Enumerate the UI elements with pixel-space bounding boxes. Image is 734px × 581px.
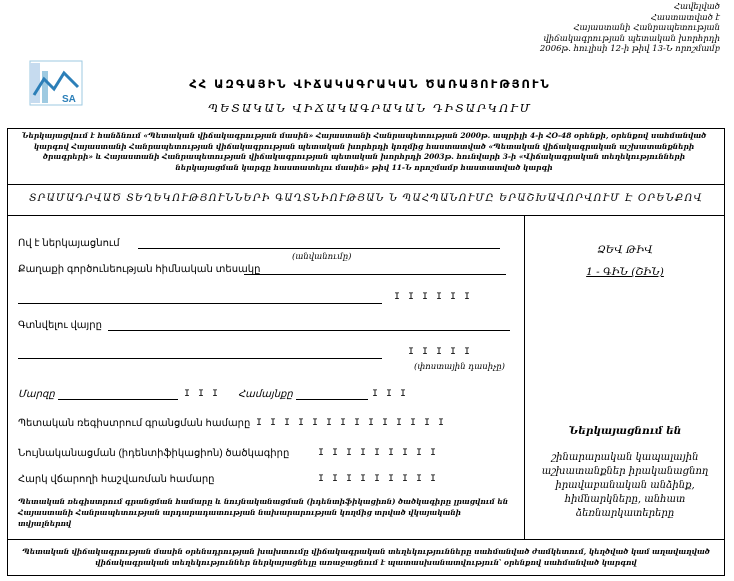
divider bbox=[7, 539, 725, 540]
address-line-2-input[interactable] bbox=[18, 358, 382, 359]
divider bbox=[7, 184, 725, 185]
community-cells[interactable]: I I I bbox=[372, 389, 408, 400]
region-cells[interactable]: I I I bbox=[184, 389, 220, 400]
column-divider bbox=[524, 215, 525, 539]
tax-cells[interactable]: I I I I I I I I I bbox=[318, 474, 438, 485]
state-reg-cells[interactable]: I I I I I I I I I I I I I I bbox=[256, 418, 446, 429]
region-input[interactable] bbox=[58, 399, 178, 400]
postal-cells[interactable]: I I I I I bbox=[408, 347, 472, 358]
submitted-by-list bbox=[532, 451, 718, 521]
region-label: Մարզը bbox=[18, 389, 55, 400]
form-number-title: ՁԵՎ ԹԻՎ bbox=[597, 244, 653, 256]
approval-line: 2006թ. հուլիսի 12-ի թիվ 13-Ն որոշմամբ bbox=[539, 44, 720, 54]
address-label: Գտնվելու վայրը bbox=[18, 320, 102, 331]
submitted-by-item: աշխատանքներ իրականացնող bbox=[541, 466, 709, 477]
address-input[interactable] bbox=[108, 330, 510, 331]
ownership-label: Քաղաքի գործունեության հիմնական տեսակը bbox=[18, 264, 261, 275]
tax-label: Հարկ վճարողի հաշվառման համարը bbox=[18, 474, 215, 485]
submitted-by-item: ձեռնարկատերերը bbox=[575, 508, 675, 519]
divider bbox=[7, 215, 725, 216]
org-title: ՀՀ ԱԶԳԱՅԻՆ ՎԻՃԱԿԱԳՐԱԿԱՆ ԾԱՌԱՅՈՒԹՅՈՒՆ bbox=[189, 77, 551, 91]
name-hint: (անվանումը) bbox=[292, 252, 352, 262]
survey-title: ՊԵՏԱԿԱՆ ՎԻՃԱԿԱԳՐԱԿԱՆ ԴԻՏԱՐԿՈՒՄ bbox=[208, 101, 532, 115]
intro-text: Ներկայացվում է հանձնում «Պետական վիճակագրության մասին» Հայաստանի Հանրապետության 2000թ. ապրիլի 4-ի ՀՕ-48 օրենքի, օրենքով սահմանված կարգով Հայաստանի Հանրապետության վիճակագրության պետական խորհրդի կողմից հաստատված «Պետական վիճակագրական աշխատանքների ծրագրերի» և Հայաստանի Հանրապետության վիճակագրության պետական խորհրդի 2003թ. հունվարի 3-ի «Վիճակագրական տեղեկությունների ներկայացման կարգը հաստատելու մասին» թիվ 11-Ն որոշմամբ հաստատված կարգի bbox=[21, 131, 707, 172]
form-number-code: 1 - ԳԻՆ (ՇԻՆ) bbox=[586, 266, 664, 278]
code-cells[interactable]: I I I I I I bbox=[394, 292, 472, 303]
id-code-cells[interactable]: I I I I I I I I I bbox=[318, 448, 438, 459]
community-label: Համայնքը bbox=[238, 389, 293, 400]
submitted-by-item: շինարարական կապալային bbox=[551, 452, 699, 463]
state-reg-label: Պետական ռեգիստրում գրանցման համարը bbox=[18, 418, 251, 429]
submitted-by-item: իրավաբանական անձինք, bbox=[555, 480, 695, 491]
approval-line: Հաստատված է bbox=[650, 12, 720, 23]
id-code-label: Նույնականացման (իդենտիֆիկացիոն) ծածկագիրը bbox=[18, 448, 290, 459]
submitted-by-heading: Ներկայացնում են bbox=[568, 425, 682, 437]
submitted-by-item: հիմնարկները, անհատ bbox=[564, 494, 686, 505]
extra-line-input[interactable] bbox=[18, 303, 382, 304]
approval-line: Հավելված bbox=[673, 2, 720, 12]
approval-note bbox=[420, 2, 720, 55]
ownership-input[interactable] bbox=[244, 274, 506, 275]
community-input[interactable] bbox=[296, 399, 368, 400]
approval-line: Հայաստանի Հանրապետության bbox=[573, 23, 720, 33]
confidentiality-banner: ՏՐԱՄԱԴՐՎԱԾ ՏԵՂԵԿՈՒԹՅՈՒՆՆԵՐԻ ԳԱՂՏՆԻՈՒԹՅԱՆ Ն ՊԱՀՊԱՆՈՒՄԸ ԵՐԱՇԽԱՎՈՐՎՈՒՄ Է ՕՐԵՆՔՈՎ bbox=[29, 193, 703, 204]
agency-logo-icon bbox=[26, 57, 86, 109]
postal-hint: (փոստային դասիչը) bbox=[414, 362, 505, 372]
legal-note: Պետական վիճակագրության մասին օրենսդրության խախտումը վիճակագրական տեղեկությունները սահմանված ժամկետում, կեղծված կամ աղավաղված վիճակագրական տեղեկություններ ներկայացնելը առաջացնում է պատասխանատվություն՝ օրենքով սահմանված կարգով bbox=[22, 547, 710, 567]
approval-line: վիճակագրության պետական խորհրդի bbox=[543, 33, 720, 44]
registration-note: Պետական ռեգիստրում գրանցման համարը և նույնականացման (իդենտիֆիկացիոն) ծածկագիրը լրացվում են Հայաստանի Հանրապետության արդարադատության նախարարության կողմից տրված վկայականի տվյալներով bbox=[18, 497, 509, 528]
who-label: Ով է ներկայացնում bbox=[18, 238, 120, 249]
logo-text: SA bbox=[62, 94, 76, 105]
name-input[interactable] bbox=[138, 248, 500, 249]
